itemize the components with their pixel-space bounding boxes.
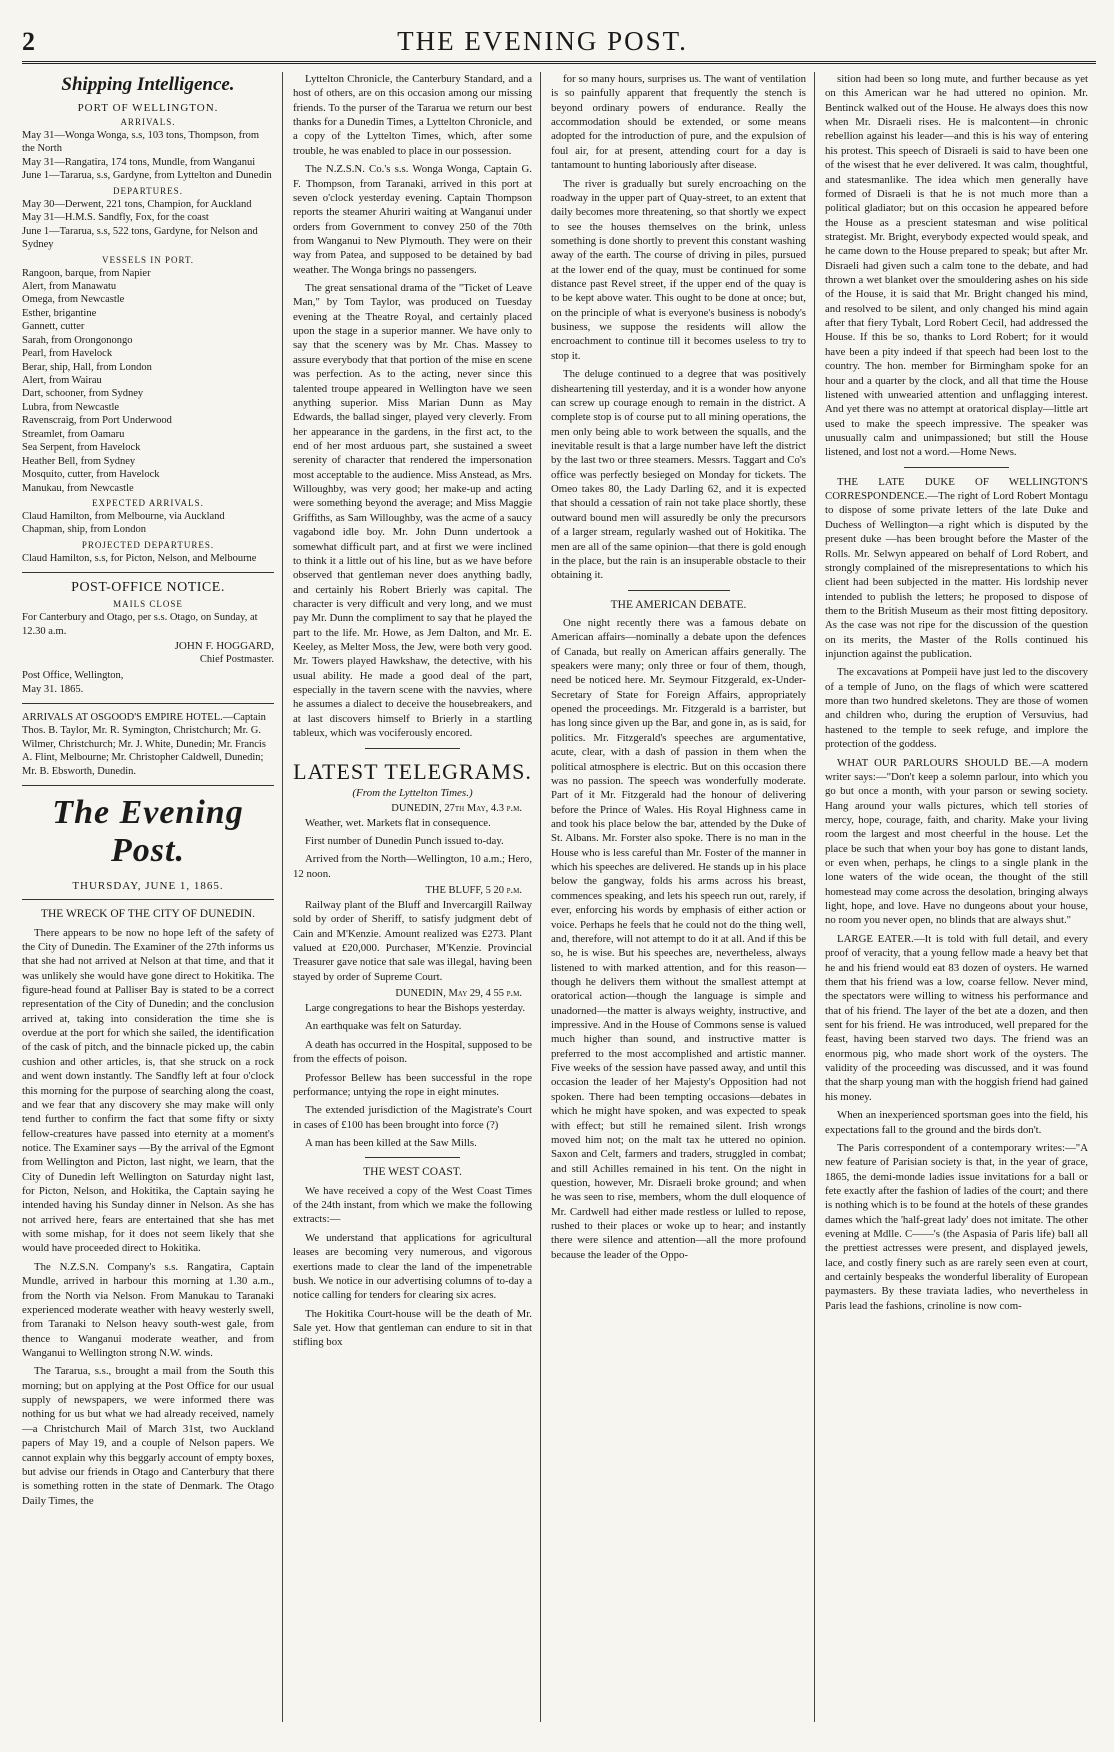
shipping-intelligence-heading: Shipping Intelligence.	[61, 74, 235, 95]
vessel-entry: Alert, from Manawatu	[22, 280, 117, 292]
telegram-group-3	[293, 1001, 532, 1150]
article-paragraph: sition had been so long mute, and further because as yet on this American war he had uttered no opinion. Mr. Bentinck walked out of the House. He always does this now when Mr. Disraeli rises. He is malcontent—in chronic rebellion against his leader—and this is his way of entering his protest. This speech of Disraeli is said to have been one of the wisest that he ever delivered. It was calm, thoughtful, and statesmanlike. The idea which men generally have formed of Disraeli is that he is not much more than a political gladiator; but on this occasion he appeared before the House as a prescient statesman and wise political strategist. Mr. Bright, everybody expected would speak, and he came down to the House prepared to speak; but after Mr. Disraeli had given such a calm tone to the debate, and had thrown a wet blanket over the smouldering ashes on his side of the House, it is said that Mr. Bright changed his mind, and resolved to be silent, and only changed his mind again after that fiery Tybalt, Lord Robert Cecil, had addressed the House. If this be so, thanks to Lord Robert; for it would have been a pity indeed if that speech had been lost to the country. The hon. member for Birmingham spoke for an hour and a quarter by the clock, and all that time the House listened with unwearied attention and unflagging interest. And yet there was no attempt at oratorical display—little art used to make the speech impressive. The speaker was unusually calm and unimpassioned; but still the House listened, and lost not a word.—Home News.	[825, 73, 1088, 459]
vessel-entry: Esther, brigantine	[22, 307, 97, 319]
vessel-entry: Ravenscraig, from Port Underwood	[22, 415, 172, 427]
mails-text: For Canterbury and Otago, per s.s. Otago, on Sunday, at 12.30 a.m.	[22, 612, 258, 637]
article-paragraph: The N.Z.S.N. Company's s.s. Rangatira, Captain Mundle, arrived in harbour this morning at 1.30 a.m., from the North via Nelson. From Manukau to Taranaki experienced moderate weather with heavy westerly swell, from Taranaki to Nelson heavy south-west gale, from thence to Wanganui moderate weather, and from Wanganui to Wellington strong N.W. winds.	[22, 1260, 274, 1359]
debate-continued	[825, 72, 1088, 460]
postmaster-title: Chief Postmaster.	[199, 654, 274, 666]
mails-close-label: MAILS CLOSE	[113, 599, 183, 610]
projected-list	[22, 552, 274, 565]
telegram-paragraph: Professor Bellew has been successful in the rope performance; untying the rope in eight minutes.	[293, 1071, 532, 1098]
departure-entry: May 31—H.M.S. Sandfly, Fox, for the coast	[22, 212, 209, 224]
divider	[628, 590, 730, 591]
divider	[22, 703, 274, 704]
divider	[22, 785, 274, 786]
departures-list	[22, 198, 274, 252]
expected-entry: Chapman, ship, from London	[22, 524, 146, 536]
telegram-paragraph: A death has occurred in the Hospital, supposed to be from the effects of poison.	[293, 1038, 532, 1066]
post-office-heading: POST-OFFICE NOTICE.	[71, 580, 225, 596]
arrivals-list	[22, 129, 274, 183]
telegram-group-1	[293, 816, 532, 881]
west-coast-heading: THE WEST COAST.	[363, 1166, 462, 1179]
west-coast-article	[293, 1184, 532, 1350]
departure-entry: June 1—Tararua, s.s, 522 tons, Gardyne, for Nelson and Sydney	[22, 225, 258, 251]
vessel-entry: Manukau, from Newcastle	[22, 482, 134, 494]
telegrams-heading: LATEST TELEGRAMS.	[293, 758, 532, 784]
telegram-paragraph: Arrived from the North—Wellington, 10 a.m.; Hero, 12 noon.	[293, 853, 533, 880]
divider	[365, 1157, 461, 1158]
vessel-entry: Sea Serpent, from Havelock	[22, 442, 141, 454]
wreck-article	[22, 926, 274, 1508]
article-paragraph: THE LATE DUKE OF WELLINGTON'S CORRESPONDENCE.—The right of Lord Robert Montagu to dispose of some private letters of the late Duke and Duchess of Wellington—a right which is disputed by the present duke —has been brought before the Master of the Rolls. Mr. Selwyn appeared on behalf of Lord Robert, and strongly complained of the misrepresentations to which his client had been subjected in the matter. His lordship never intended to publish the letters; he proposed to dispose of them to the British Museum as their most fitting depository. As the case was not ripe for the discussion of the question on its merits, the Master of the Rolls continued his injunction against the publication.	[825, 475, 1088, 661]
article-paragraph: When an inexperienced sportsman goes into the field, his expectations fall to the ground and the birds don't.	[825, 1109, 1088, 1136]
projected-entry: Claud Hamilton, s.s, for Picton, Nelson, and Melbourne	[22, 552, 257, 564]
telegram-paragraph: Railway plant of the Bluff and Invercargill Railway sold by order of Sheriff, to satisfy judgment debt of Cain and M'Kenzie. Amount realized was £273. Plant valued at £20,000. Purchaser, M'Kenzie. Provincial Treasurer gave notice that sale was illegal, having been stayed by order of Supreme Court.	[293, 898, 532, 983]
vessel-entry: Gannett, cutter	[22, 321, 85, 333]
vessel-entry: Streamlet, from Oamaru	[22, 428, 125, 440]
article-paragraph: The great sensational drama of the "Ticket of Leave Man," by Tom Taylor, was produced on Tuesday evening at the Theatre Royal, and certainly placed upon the stage in a superior manner. We have only to say that the scenery was by Mr. Chas. Massey to assure everybody that that portion of the mise en scene was perfection. As to the acting, never since this talented troupe appeared in Wellington have we seen anything superior. Miss Marian Dunn as May Edwards, the ballad singer, played very cleverly. From her appearance in the gardens, in the first act, to the end of her most arduous part, she sustained a sweet serenity of character that rendered the impersonation most acceptable to the audience. Miss Anstead, as Mrs. Willoughby, was very good; her make-up and acting were something beyond the average; and Miss Maggie Griffiths, as Sam Willoughby, was the acme of a saucy vagabond idle boy. Mr. John Dunn undertook a somewhat difficult part, and at first we were inclined to think it a little out of his line, but as we have before observed that gentleman never does anything badly, and certainly his Robert Brierly was capital. The character is very difficult and very long, and we must pay Mr. Dunn the compliment to say that he played the part to the life. Mr. Howe, as Jem Dalton, and Mr. E. Keeley, as Melter Moss, the Jew, were both very good. Mr. Towers played Hawkshaw, the detective, with his usual ability. He made a good deal of the part, especially in the tavern scene with the navvies, where he assumes a dialect to deceive the housebreakers, and at last discovers himself to Brierly in a startling tableux, which was vociferously encored.	[293, 282, 532, 740]
arrival-entry: June 1—Tararua, s.s, Gardyne, from Lyttelton and Dunedin	[22, 170, 272, 182]
issue-date: THURSDAY, JUNE 1, 1865.	[72, 880, 224, 893]
post-office-place: Post Office, Wellington,	[22, 670, 124, 682]
vessel-entry: Rangoon, barque, from Napier	[22, 267, 151, 279]
vessel-entry: Dart, schooner, from Sydney	[22, 388, 144, 400]
article-paragraph: for so many hours, surprises us. The want of ventilation is so painfully apparent that frequently the stench is beyond ordinary powers of endurance. Really the accommodation should be extended, or some means adopted for the introduction of pure, and the expulsion of foul air, for at present, attending court for a day is tantamount to hunting laboriously after disease.	[551, 73, 806, 172]
miscellany	[825, 475, 1088, 1313]
divider	[22, 572, 274, 573]
arrival-entry: May 31—Wonga Wonga, s.s, 103 tons, Thompson, from the North	[22, 130, 260, 155]
post-office-date: May 31. 1865.	[22, 683, 84, 695]
article-paragraph: One night recently there was a famous debate on American affairs—nominally a debate upon the defences of Canada, but really on American affairs generally. The speakers were many; only three or four of them, though, need be noticed here. Mr. Seymour Fitzgerald, ex-Under-Secretary of State for Foreign Affairs, appropriately opened the proceedings. Mr. Fitzgerald is a barrister, but has long since given up the Bar, and gone in, as is said, for politics. Mr. Fitzgerald's speeches are argumentative, acute, clear, with a dash of passion in them when the political atmosphere is electric. But on this occasion there was no passion. The speech was wonderfully moderate. Part of it Mr. Fitzgerald had the honour of delivering before the Prince of Wales. His Royal Highness came in and took his place below the bar, attended by the Duke of St. Albans. Mr. Forster also spoke. There is no man in the House who is less careful than Mr. Foster of the manner in which his speeches are delivered. He stands up in his place below the gangway, folds his arms across his breast, commences speaking, and lets his speech run out, rarely, if ever, enforcing his words by emphasis of either action or voice. Perhaps he feels that he could not do the thing well, and, therefore, will not attempt to do it at all. And if this be so, he is wise. But his speeches are, nevertheless, always listened to with marked attention, and for this reason—though he delivers them without the smallest attempt at oratorical action—though the language is simple and unadorned—the matter is always weighty, instructive, and impressive. And in the House of Commons sense is valued much higher than sound, and instructive matter is preferred to the most accomplished and artistic manner. Five weeks of the session have passed away, and until this occasion the leader of her Majesty's Opposition had not spoken. There had been tempting occasions—debates in which he might have spoken, and was expected to speak with effect; but still he remained silent. Irish wrongs moved him not; on the malt tax he uttered no opinion. Saxon and Celt, farmers and traders, struggled in combat; and still Achilles remained in his tent. On the night in question, however, Mr. Disraeli broke ground; and when he was seen to rise, members, whom the dull eloquence of Mr. Cardwell had either made restless or lulled to repose, rushed to their places or woke up to hear; and instantly there were silence and attention—all the more profound because the leader of the Oppo-	[551, 616, 806, 1261]
telegram-dateline: DUNEDIN, May 29, 4 55 p.m.	[395, 988, 522, 1000]
telegram-paragraph: The extended jurisdiction of the Magistrate's Court in cases of £100 has been brought into force (?)	[293, 1104, 532, 1131]
telegram-group-2	[293, 898, 532, 984]
column-3	[551, 72, 815, 1722]
article-paragraph: Lyttelton Chronicle, the Canterbury Standard, and a host of others, are on this occasion among our missing friends. To the purser of the Tararua we return our best thanks for a Dunedin Times, a Lyttelton Chronicle, and a copy of the Lyttelton Times, which, after some trouble, he was enabled to place in our possession.	[293, 73, 532, 157]
vessel-entry: Alert, from Wairau	[22, 375, 102, 386]
article-paragraph: WHAT OUR PARLOURS SHOULD BE.—A modern writer says:—"Don't keep a solemn parlour, into which you go but once a month, with your parson or sewing society. Hang around your walls pictures, which tell stories of mercy, hope, courage, faith, and charity. Make your living room the largest and most cheerful in the house. Let the place be such that when your boy has gone to distant lands, or even when, perhaps, he clings to a single plank in the lone waters of the wide ocean, the thought of the still homestead may come across the desolation, bringing always light, hope, and love. Have no dungeons about your house, no room you never open, no blinds that are always shut."	[825, 756, 1088, 927]
vessel-entry: Mosquito, cutter, from Havelock	[22, 469, 160, 481]
telegram-dateline: DUNEDIN, 27th May, 4.3 p.m.	[391, 802, 522, 814]
postmaster-name: JOHN F. HOGGARD,	[174, 640, 274, 653]
telegram-paragraph: Large congregations to hear the Bishops yesterday.	[305, 1002, 526, 1015]
telegram-paragraph: A man has been killed at the Saw Mills.	[305, 1137, 477, 1149]
expected-entry: Claud Hamilton, from Melbourne, via Auckland	[22, 510, 225, 522]
telegram-dateline: THE BLUFF, 5 20 p.m.	[425, 884, 522, 896]
divider	[904, 467, 1009, 468]
port-heading: PORT OF WELLINGTON.	[77, 102, 219, 114]
article-paragraph: There appears to be now no hope left of the safety of the City of Dunedin. The Examiner of the 27th informs us that she had not arrived at Nelson at that time, and that it was unlikely she would have gone direct to Hokitika. The figure-head found at Palliser Bay is stated to be a correct representation of the City of Dunedin; and the conclusion arrived at, taking into consideration the time she is overdue at the port for which she sailed, the identification of the cask of pitch, and the binnacle picked up, the cabin cushion and other articles, is, that she struck on a rock and went down instantly. The Sandfly left at four o'clock this morning for the purpose of searching along the coast, and we fear that any discovery she may make will only tend further to confirm the fact that some fifty or sixty fellow-creatures have passed into eternity at a moment's notice. The Examiner says —By the arrival of the Egmont from Wellington and Picton, last night, we learn, that the City of Dunedin left Wellington on Saturday night last, for Picton, Nelson, and Hokitika, the Captain saying he intended having his Sunday dinner in Nelson. As she has not arrived here, fears are entertained that she has met with some mishap, for it does not seem likely that she would have proceeded direct to Hokitika.	[22, 926, 274, 1255]
expected-label: EXPECTED ARRIVALS.	[92, 497, 204, 508]
vessels-list	[22, 267, 274, 495]
article-paragraph: The N.Z.S.N. Co.'s s.s. Wonga Wonga, Captain G. F. Thompson, from Taranaki, arrived in this port at seven o'clock yesterday evening. Captain Thompson reports the steamer Ahuriri waiting at Wanganui under orders from Government to convey 250 of the 70th from Wanganui to New Plymouth. They were on their way from Patea, and supposed to be detained by bad weather. The Wonga brings no passengers.	[293, 163, 532, 276]
article-paragraph: The Hokitika Court-house will be the death of Mr. Sale yet. How that gentleman can endure to sit in that stifling box	[293, 1307, 532, 1349]
telegram-paragraph: Weather, wet. Markets flat in consequence.	[305, 816, 491, 829]
column-1	[22, 72, 283, 1722]
telegram-paragraph: First number of Dunedin Punch issued to-day.	[305, 834, 504, 847]
departure-entry: May 30—Derwent, 221 tons, Champion, for Auckland	[22, 198, 252, 210]
article-paragraph: The Paris correspondent of a contemporary writes:—"A new feature of Parisian society is that, in the year of grace, 1865, the demi-monde ladies issue invitations for a ball or fete exactly after the fashion of ladies of the court; and there is nothing which is to be found at the hotels of these grandes dames which the 'half-great lady' does not imitate. The other evening at Mdlle. C——'s (the Aspasia of Paris life) ball all the prettiest actresses were present, and displayed jewels, lace, and costly finery such as are rarely seen even at court, and certainly bespeaks the wonderful liberality of European paymasters. By these traviata ladies, who nevertheless in Paris lead the fashions, crinoline is now com-	[825, 1141, 1088, 1312]
telegram-paragraph: An earthquake was felt on Saturday.	[305, 1020, 462, 1033]
column-2	[293, 72, 541, 1722]
arrival-entry: May 31—Rangatira, 174 tons, Mundle, from Wanganui	[22, 156, 256, 168]
article-paragraph: The excavations at Pompeii have just led to the discovery of a temple of Juno, on the flags of which were scattered more than two hundred skeletons. They are those of women and children who, during the eruption of Versuvius, had hastened to the temple to seek refuge, and implore the protection of the goddess.	[825, 666, 1088, 751]
vessels-label: VESSELS IN PORT.	[101, 254, 195, 265]
divider	[22, 899, 274, 900]
article-paragraph: The deluge continued to a degree that was positively disheartening till yesterday, and it is a wonder how anyone can screw up courage enough to remain in the district. A complete stop is of course put to all mining operations, the men only being able to work between the squalls, and the inevitable result is that a large number have left the district by the last two or three steamers. Messrs. Taggart and Co's office was perfectly besieged on Monday for tickets. The Omeo takes 80, the Lady Darling 62, and it is expected that should a cessation of rain not take place shortly, these outward bound men will assuredly be only the precursors of a larger stream, regularly washed out of Hokitika. The men are all of the same opinion—that there is gold enough in the place, but the rain is an insuperable obstacle to their obtaining it.	[551, 368, 806, 582]
article-paragraph: The river is gradually but surely encroaching on the roadway in the upper part of Quay-street, to an extent that daily becomes more threatening, so that shortly we expect to see the houses themselves on the brink, unless something is done shortly to prevent this constant washing away of the earth. The course of driving in piles, pursued at the lower end of the quay, must be continued for some distance past Revel street, if the upper end of the quay is to be kept above water. This ought to be done at once; but, on the principle of what is everyone's business is nobody's business, we suppose the residents will allow the encroachment to continue till it becomes useless to try to stop it.	[551, 177, 806, 362]
vessel-entry: Heather Bell, from Sydney	[22, 455, 136, 467]
debate-article	[551, 616, 806, 1262]
wreck-heading: THE WRECK OF THE CITY OF DUNEDIN.	[40, 908, 256, 921]
columns	[22, 72, 1096, 1722]
projected-label: PROJECTED DEPARTURES.	[81, 539, 215, 550]
newspaper-title: THE EVENING POST.	[397, 26, 688, 56]
vessel-entry: Lubra, from Newcastle	[22, 401, 120, 413]
arrivals-label: ARRIVALS.	[120, 117, 176, 127]
vessel-entry: Berar, ship, Hall, from London	[22, 361, 152, 373]
paper-title: The Evening Post.	[52, 794, 244, 870]
debate-heading: THE AMERICAN DEBATE.	[610, 598, 747, 611]
column-4	[825, 72, 1096, 1722]
divider	[365, 748, 461, 749]
article-paragraph: We understand that applications for agricultural leases are becoming very numerous, and vigorous exertions made to clear the land of the impenetrable bush. We notice in our advertising columns of to-day a notice calling for tenders for clearing six acres.	[293, 1231, 532, 1302]
vessel-entry: Sarah, from Orongonongo	[22, 334, 133, 346]
theatre-articles	[293, 72, 532, 741]
article-paragraph: The Tararua, s.s., brought a mail from the South this morning; but on applying at the Post Office for our usual supply of newspapers, we were informed there was nothing for us but what we had already received, namely—a Christchurch Mail of March 31st, two Auckland papers of May 19, and a couple of Nelson papers. We cannot explain why this beggarly account of empty boxes, but advise our friends in Otago and Canterbury that there is something rotten in the state of Denmark. The Otago Daily Times, the	[22, 1365, 274, 1507]
page-number: 2	[22, 27, 35, 56]
vessel-entry: Pearl, from Havelock	[22, 348, 113, 360]
departures-label: DEPARTURES.	[113, 185, 183, 196]
expected-list	[22, 510, 274, 537]
article-paragraph: LARGE EATER.—It is told with full detail, and every proof of veracity, that a young fellow made a heavy bet that he and his friend would eat 83 dozen of oysters. He warned them that his friend was a low, coarse fellow. Never mind, the spectators were willing to witness his performance and that of his friend. The layer of the bet ate a dozen, and then sent for his friend. He was introduced, well prepared for the feast, having been starved two days. The friend was an enormous pig, who made short work of the oysters. The validity of the proceeding was discussed, and it was found that the sharp young man with the hoggish friend had gained his money.	[825, 932, 1088, 1103]
hokitika-articles	[551, 72, 806, 583]
article-paragraph: We have received a copy of the West Coast Times of the 24th instant, from which we make the following extracts:—	[293, 1184, 532, 1226]
hotel-arrivals: ARRIVALS AT OSGOOD'S EMPIRE HOTEL.—Captain Thos. B. Taylor, Mr. R. Symington, Christchurch; Mr. G. Wilmer, Christchurch; Mr. J. White, Dunedin; Mr. Francis A. Flint, Melbourne; Mr. Christopher Caldwell, Dunedin; Mr. B. Ebsworth, Dunedin.	[22, 712, 266, 777]
vessel-entry: Omega, from Newcastle	[22, 294, 125, 306]
telegrams-source: (From the Lyttelton Times.)	[352, 786, 473, 799]
masthead	[22, 26, 1096, 64]
